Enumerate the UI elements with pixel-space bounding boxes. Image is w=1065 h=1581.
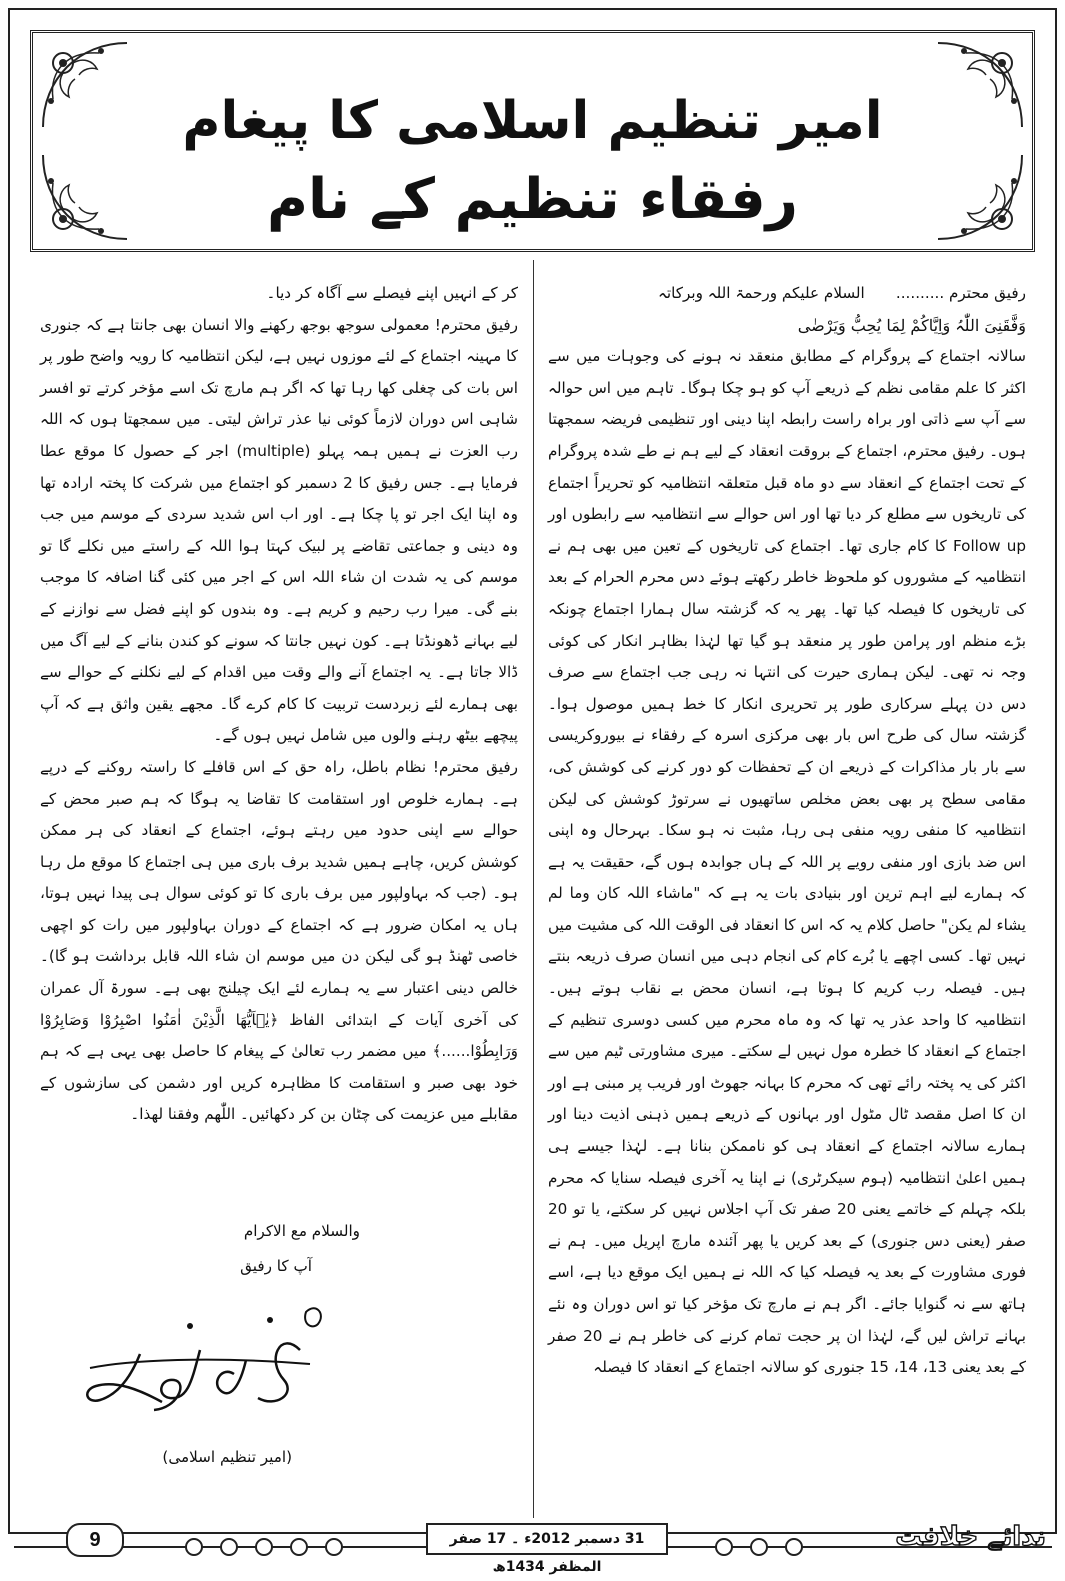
- issue-date: 31 دسمبر 2012ء ۔ 17 صفر المظفر 1434ھ: [426, 1523, 668, 1555]
- body-paragraph: کر کے انہیں اپنے فیصلے سے آگاہ کر دیا۔: [266, 284, 518, 302]
- signature-icon: [70, 1290, 330, 1440]
- body-paragraph: سالانہ اجتماع کے پروگرام کے مطابق منعقد نہ ہونے کی وجوہات میں سے اکثر کا علم مقامی نظم کے ذریعے آپ کو ہو چکا ہوگا۔ تاہم میں اس حوالہ سے آپ سے ذاتی اور براہ راست رابطہ اپنا دینی اور تنظیمی فریضہ سمجھتا ہوں۔ رفیق محترم، اجتماع کے بروقت انعقاد کے لیے ہم نے طے شدہ پروگرام کے تحت اجتماع کے انعقاد سے دو ماہ قبل متعلقہ انتظامیہ کو تحریراً اجتماع کی تاریخوں سے مطلع کر دیا تھا اور اس حوالے سے انتظامیہ سے رابطوں اور Follow up کا کام جاری تھا۔ اجتماع کی تاریخوں کے تعین میں بھی ہم نے انتظامیہ کے مشوروں کو ملحوظ خاطر رکھتے ہوئے دس محرم الحرام کے بعد کی تاریخوں کا فیصلہ کیا تھا۔ پھر یہ کہ گزشتہ سال ہمارا اجتماع چونکہ بڑے منظم اور پرامن طور پر منعقد ہو گیا تھا لہٰذا بظاہر انکار کی کوئی وجہ نہ تھی۔ لیکن ہماری حیرت کی انتہا نہ رہی جب اجتماع سے صرف دس دن پہلے سرکاری طور پر تحریری انکار کا خط ہمیں موصول ہوا۔ گزشتہ سال کی طرح اس بار بھی مرکزی اسرہ کے رفقاء نے بیوروکریسی سے بار بار مذاکرات کے ذریعے ان کے تحفظات کو دور کرنے کی کوشش کی، مقامی سطح پر بھی بعض مخلص ساتھیوں نے سرتوڑ کوشش کی لیکن انتظامیہ کا منفی رویہ منفی ہی رہا، مثبت نہ ہو سکا۔ بہرحال وہ اپنی اس ضد بازی اور منفی رویے پر اللہ کے ہاں جوابدہ ہوں گے، حقیقت یہ ہے کہ ہمارے لیے اہم ترین اور بنیادی بات یہ ہے کہ "ماشاء اللہ کان وما لم یشاء لم یکن" حاصل کلام یہ کہ اس کا انعقاد فی الوقت اللہ کی مشیت میں نہیں تھا۔ کسی اچھے یا بُرے کام کی انجام دہی میں انسان صرف ذریعہ بنتے ہیں۔ فیصلہ رب کریم کا ہوتا ہے، انسان محض بے نقاب ہوتے ہیں۔ انتظامیہ کا واحد عذر یہ تھا کہ وہ ماہ محرم میں کسی دوسری تنظیم کے اجتماع کے انعقاد کا خطرہ مول نہیں لے سکتے۔ میری مشاورتی ٹیم میں سے اکثر کی یہ پختہ رائے تھی کہ محرم کا بہانہ جھوٹ اور فریب پر مبنی ہے اور ان کا اصل مقصد ٹال مٹول اور بہانوں کے ذریعے ہمیں ذہنی اذیت دینا اور ہمارے سالانہ اجتماع کے انعقاد ہی کو ناممکن بنانا ہے۔ لہٰذا جیسے ہی ہمیں اعلیٰ انتظامیہ (ہوم سیکرٹری) نے اپنا یہ آخری فیصلہ سنایا کہ محرم بلکہ چہلم کے خاتمے یعنی 20 صفر تک آپ اجلاس نہیں کر سکتے، یا تو 20 صفر (یعنی دس جنوری) کے بعد کریں یا پھر آئندہ مارچ اپریل میں۔ ہم نے فوری مشاورت کے بعد یہ فیصلہ کیا کہ اللہ نے ہمیں ایک موقع دیا ہے، اسے ہاتھ سے نہ گنوایا جائے۔ اگر ہم نے مارچ تک مؤخر کیا تو اس دوران وہ نئے بہانے تراش لیں گے، لہٰذا ان پر حجت تمام کرنے کی خاطر ہم نے 20 صفر کے بعد یعنی 13، 14، 15 جنوری کو سالانہ اجتماع کے انعقاد کا فیصلہ: [548, 347, 1027, 1377]
- page-subtitle: رفقاء تنظیم کے نام: [266, 167, 799, 232]
- greeting: السلام علیکم ورحمۃ اللہ وبرکاتہ: [658, 284, 865, 302]
- left-column: [40, 278, 518, 1131]
- body-paragraph: رفیق محترم! نظام باطل، راہ حق کے اس قافلے کا راستہ روکنے کے درپے ہے۔ ہمارے خلوص اور استقامت کا تقاضا یہ ہوگا کہ ہم صبر محض کے حوالے سے اپنی حدود میں رہتے ہوئے، اجتماع کے انعقاد کی ہر ممکن کوشش کریں، چاہے ہمیں شدید برف باری میں ہی اجتماع کا موقع مل رہا ہو۔ (جب کہ بہاولپور میں برف باری کا تو کوئی سوال ہی پیدا نہیں ہوتا، ہاں یہ امکان ضرور ہے کہ اجتماع کے دوران بہاولپور میں رات کو اچھی خاصی ٹھنڈ ہو گی لیکن دن میں موسم ان شاء اللہ قابل برداشت ہو گا)۔ خالص دینی اعتبار سے یہ ہمارے لئے ایک چیلنج بھی ہے۔ سورۃ آل عمران کی آخری آیات کے ابتدائی الفاظ ﴿یٰۤاَیُّهَا الَّذِیْنَ اٰمَنُوا اصْبِرُوْا وَصَابِرُوْا وَرَابِطُوْا......﴾ میں مضمر رب تعالیٰ کے پیغام کا حاصل بھی یہی ہے کہ ہم خود بھی صبر و استقامت کا مظاہرہ کریں اور دشمن کی سازشوں کے مقابلے میں عزیمت کی چٹان بن کر دکھائیں۔ اللّٰھم وفقنا لھذا۔: [40, 757, 518, 1124]
- closing-designation: (امیر تنظیم اسلامی): [162, 1448, 292, 1466]
- salutation: رفیق محترم ..........: [895, 284, 1026, 302]
- dua-line: وَفَّقَنِیَ اللّٰہُ وَاِیَّاکُمْ لِمَا یُحِبُّ وَیَرْضٰی: [797, 315, 1026, 335]
- page-title: امیر تنظیم اسلامی کا پیغام: [182, 91, 883, 151]
- body-paragraph: رفیق محترم! معمولی سوجھ بوجھ رکھنے والا انسان بھی جانتا ہے کہ جنوری کا مہینہ اجتماع کے لئے موزوں نہیں ہے، لیکن انتظامیہ کا رویہ واضح طور پر اس بات کی چغلی کھا رہا تھا کہ اگر ہم مارچ تک اسے مؤخر کرتے تو افسر شاہی اس دوران لازماً کوئی نیا عذر تراش لیتی۔ میں سمجھتا ہوں کہ اللہ رب العزت نے ہمیں ہمہ پہلو (multiple) اجر کے حصول کا موقع عطا فرمایا ہے۔ جس رفیق کا 2 دسمبر کو اجتماع میں شرکت کا پختہ ارادہ تھا وہ اپنا ایک اجر تو پا چکا ہے۔ اور اب اس شدید سردی کے موسم میں جب وہ دینی و جماعتی تقاضے پر لبیک کہتا ہوا اللہ کے راستے میں نکلے گا تو موسم کی یہ شدت ان شاء اللہ اس کے اجر میں کئی گنا اضافہ کا موجب بنے گی۔ میرا رب رحیم و کریم ہے۔ وہ بندوں کو اپنے فضل سے نوازنے کے لیے بہانے ڈھونڈتا ہے۔ کون نہیں جانتا کہ سونے کو کندن بنانے کے لیے آگ میں ڈالا جاتا ہے۔ یہ اجتماع آنے والے وقت میں اقدام کے لیے نکلنے کے حوالے سے بھی ہمارے لئے زبردست تربیت کا کام کرے گا۔ مجھے یقین واثق ہے کہ آپ پیچھے بیٹھ رہنے والوں میں شامل نہیں ہوں گے۔: [40, 315, 518, 745]
- magazine-name: ندائے خلافت: [895, 1522, 1046, 1552]
- greeting-line: [548, 278, 1026, 310]
- closing-regards: والسلام مع الاکرام: [243, 1222, 360, 1240]
- right-column: [548, 278, 1026, 1384]
- page-number: 9: [66, 1523, 124, 1557]
- column-divider: [533, 260, 534, 1518]
- title-box: [30, 30, 1035, 252]
- closing-comrade: آپ کا رفیق: [240, 1257, 312, 1275]
